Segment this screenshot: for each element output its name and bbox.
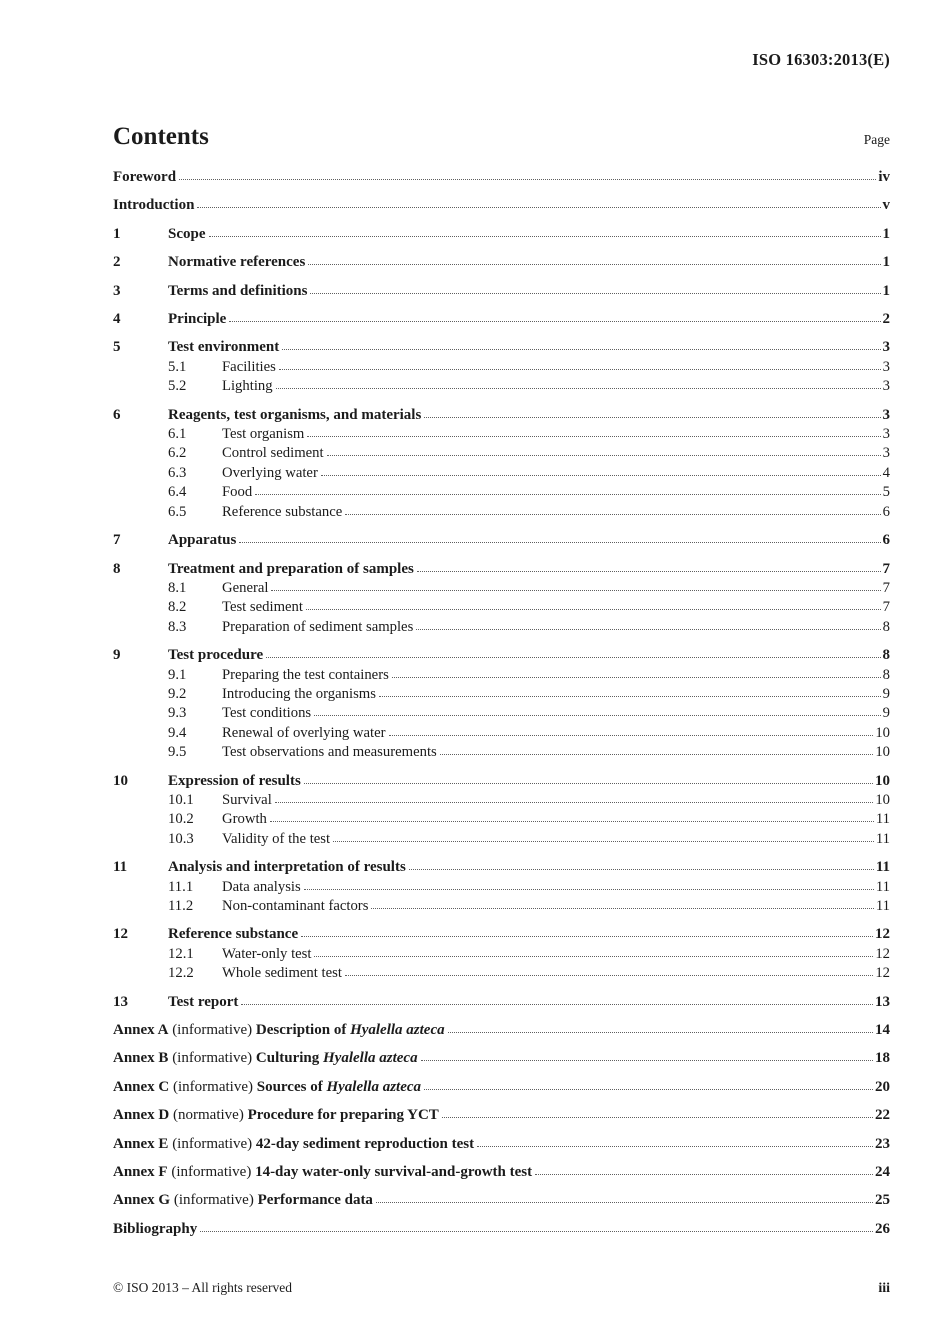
- toc-entry-label: Treatment and preparation of samples: [168, 560, 414, 577]
- toc-section-number: 2: [113, 254, 121, 271]
- dotted-leader: [279, 369, 881, 370]
- page-folio-number: iii: [878, 1281, 890, 1296]
- toc-entry-label: Facilities: [222, 358, 276, 375]
- toc-entry-label: Reference substance: [168, 926, 299, 943]
- toc-entry-label: Sources of: [256, 1078, 323, 1095]
- toc-page-number: 2: [882, 311, 890, 328]
- toc-entry-label: Reagents, test organisms, and materials: [168, 406, 422, 423]
- document-reference: ISO 16303:2013(E): [752, 50, 890, 69]
- toc-page-number: 1: [882, 225, 890, 242]
- toc-entry-subsection[interactable]: [113, 945, 890, 964]
- toc-subsection-number: 8.3: [168, 618, 187, 635]
- dotted-leader: [345, 514, 880, 515]
- toc-entry-annex[interactable]: [113, 1049, 890, 1068]
- toc-entry-section[interactable]: [113, 531, 890, 550]
- toc-entry-section[interactable]: [113, 925, 890, 944]
- toc-entry-label: Preparation of sediment samples: [222, 618, 414, 635]
- toc-section-number: 8: [113, 560, 121, 577]
- dotted-leader: [376, 1202, 873, 1203]
- toc-entry-subsection[interactable]: [113, 598, 890, 617]
- toc-entry-label: Performance data: [257, 1192, 373, 1209]
- toc-section-number: 1: [113, 225, 121, 242]
- dotted-leader: [306, 609, 881, 610]
- dotted-leader: [333, 841, 874, 842]
- dotted-leader: [301, 936, 873, 937]
- toc-entry-label: Procedure for preparing YCT: [247, 1107, 439, 1124]
- dotted-leader: [389, 735, 874, 736]
- toc-subsection-number: 9.5: [168, 744, 187, 761]
- toc-entry-section[interactable]: [113, 772, 890, 791]
- toc-page-number: 20: [875, 1078, 890, 1095]
- toc-page-number: 3: [882, 358, 890, 375]
- toc-entry-label: Foreword: [113, 169, 177, 185]
- toc-entry-label: Whole sediment test: [222, 965, 342, 982]
- toc-section-number: 11: [113, 859, 128, 876]
- toc-annex-qualifier: (informative): [173, 1078, 253, 1095]
- toc-entry-subsection[interactable]: [113, 810, 890, 829]
- toc-entry-annex[interactable]: [113, 1163, 890, 1182]
- toc-entry-label: Control sediment: [222, 445, 324, 462]
- toc-entry-label: 14-day water-only survival-and-growth test: [255, 1164, 533, 1181]
- toc-subsection-number: 6.3: [168, 464, 187, 481]
- toc-page-number: 4: [882, 464, 890, 481]
- toc-entry-section[interactable]: [113, 646, 890, 665]
- toc-entry-label-italic: Hyalella azteca: [323, 1050, 418, 1067]
- dotted-leader: [442, 1117, 873, 1118]
- dotted-leader: [321, 475, 881, 476]
- toc-page-number: 11: [875, 859, 890, 876]
- toc-annex-label: Annex D: [113, 1107, 170, 1124]
- toc-entry-label-italic: Hyalella azteca: [326, 1078, 422, 1095]
- toc-annex-label: Annex C: [113, 1078, 170, 1095]
- toc-page-number: 10: [875, 791, 890, 808]
- toc-section-number: 3: [113, 282, 121, 299]
- toc-annex-label: Annex B: [113, 1050, 169, 1067]
- toc-entry-front-matter[interactable]: [113, 168, 890, 187]
- toc-entry-subsection[interactable]: [113, 503, 890, 522]
- toc-page-number: 7: [882, 599, 890, 616]
- dotted-leader: [266, 657, 880, 658]
- dotted-leader: [179, 179, 876, 180]
- toc-entry-label: Test organism: [222, 426, 305, 443]
- toc-page-number: 1: [882, 254, 890, 271]
- toc-entry-subsection[interactable]: [113, 377, 890, 396]
- dotted-leader: [276, 388, 881, 389]
- dotted-leader: [200, 1231, 873, 1232]
- toc-entry-subsection[interactable]: [113, 444, 890, 463]
- toc-subsection-number: 8.2: [168, 599, 187, 616]
- toc-page-number: 11: [875, 811, 890, 828]
- toc-entry-subsection[interactable]: [113, 666, 890, 685]
- toc-page-number: 5: [882, 484, 890, 501]
- dotted-leader: [379, 696, 881, 697]
- toc-section-number: 6: [113, 406, 121, 423]
- toc-entry-label: Lighting: [222, 378, 273, 395]
- toc-page-number: 10: [875, 724, 890, 741]
- toc-subsection-number: 6.1: [168, 426, 187, 443]
- toc-page-number: 12: [875, 945, 890, 962]
- toc-page-number: 11: [875, 878, 890, 895]
- toc-page-number: 24: [875, 1164, 890, 1181]
- dotted-leader: [304, 783, 873, 784]
- toc-section-number: 4: [113, 311, 121, 328]
- toc-entry-label: Test procedure: [168, 647, 264, 664]
- toc-subsection-number: 12.2: [168, 965, 194, 982]
- dotted-leader: [270, 821, 874, 822]
- toc-entry-label: Validity of the test: [222, 830, 331, 847]
- dotted-leader: [371, 908, 873, 909]
- dotted-leader: [327, 455, 881, 456]
- toc-entry-subsection[interactable]: [113, 791, 890, 810]
- dotted-leader: [417, 571, 881, 572]
- toc-subsection-number: 10.3: [168, 830, 194, 847]
- dotted-leader: [239, 542, 880, 543]
- page-footer: [113, 1280, 890, 1297]
- dotted-leader: [392, 677, 881, 678]
- toc-entry-subsection[interactable]: [113, 743, 890, 762]
- toc-page-number: 3: [882, 378, 890, 395]
- dotted-leader: [448, 1032, 873, 1033]
- toc-entry-label: Description of: [255, 1022, 347, 1039]
- toc-entry-annex[interactable]: [113, 1106, 890, 1125]
- toc-subsection-number: 10.1: [168, 791, 194, 808]
- toc-entry-annex[interactable]: [113, 1135, 890, 1154]
- toc-page-number: 7: [882, 579, 890, 596]
- dotted-leader: [197, 207, 880, 208]
- toc-page-number: 1: [882, 282, 890, 299]
- toc-entry-section[interactable]: [113, 406, 890, 425]
- toc-page-number: 18: [875, 1050, 890, 1067]
- toc-subsection-number: 9.2: [168, 685, 187, 702]
- toc-entry-subsection[interactable]: [113, 897, 890, 916]
- toc-entry-section[interactable]: [113, 253, 890, 272]
- toc-subsection-number: 10.2: [168, 811, 194, 828]
- toc-entry-section[interactable]: [113, 282, 890, 301]
- toc-section-number: 9: [113, 647, 121, 664]
- toc-annex-label: Annex A: [113, 1022, 169, 1039]
- toc-page-number: 12: [875, 965, 890, 982]
- dotted-leader: [440, 754, 874, 755]
- dotted-leader: [282, 349, 880, 350]
- toc-subsection-number: 11.1: [168, 878, 194, 895]
- toc-section-number: 13: [113, 993, 128, 1010]
- toc-page-number: 7: [882, 560, 890, 577]
- toc-annex-qualifier: (normative): [173, 1107, 244, 1124]
- toc-page-number: 8: [882, 618, 890, 635]
- toc-annex-label: Annex E: [113, 1135, 169, 1152]
- toc-entry-label: Reference substance: [222, 503, 343, 520]
- toc-subsection-number: 12.1: [168, 945, 194, 962]
- toc-entry-label: Apparatus: [168, 532, 237, 549]
- dotted-leader: [409, 869, 874, 870]
- toc-annex-label: Annex G: [113, 1192, 171, 1209]
- toc-entry-annex[interactable]: [113, 1191, 890, 1210]
- toc-entry-section[interactable]: [113, 993, 890, 1012]
- dotted-leader: [255, 494, 880, 495]
- dotted-leader: [314, 956, 873, 957]
- toc-page-number: 23: [875, 1135, 890, 1152]
- dotted-leader: [304, 889, 874, 890]
- toc-entry-label-italic: Hyalella azteca: [350, 1022, 445, 1039]
- toc-entry-label: Bibliography: [113, 1220, 198, 1237]
- toc-page-number: 14: [875, 1022, 890, 1039]
- toc-page-number: 13: [875, 993, 890, 1010]
- toc-entry-section[interactable]: [113, 225, 890, 244]
- toc-entry-label: Renewal of overlying water: [222, 724, 386, 741]
- toc-subsection-number: 5.1: [168, 358, 187, 375]
- dotted-leader: [345, 975, 873, 976]
- toc-entry-label: Data analysis: [222, 878, 301, 895]
- toc-page-number: 22: [875, 1107, 890, 1124]
- dotted-leader: [307, 436, 880, 437]
- toc-body: [113, 168, 890, 1239]
- toc-page-number: 6: [882, 532, 890, 549]
- toc-entry-section[interactable]: [113, 560, 890, 579]
- toc-page-number: 11: [875, 898, 890, 914]
- toc-page-number: iv: [878, 169, 890, 185]
- toc-page-number: 3: [882, 445, 890, 462]
- toc-page-number: 10: [875, 772, 890, 789]
- toc-page-number: 10: [875, 744, 890, 761]
- contents-header: [113, 122, 890, 152]
- toc-section-number: 10: [113, 772, 128, 789]
- toc-entry-subsection[interactable]: [113, 483, 890, 502]
- toc-subsection-number: 5.2: [168, 378, 187, 395]
- toc-section-number: 7: [113, 532, 121, 549]
- toc-entry-label: Test sediment: [222, 599, 303, 616]
- toc-entry-subsection[interactable]: [113, 704, 890, 723]
- toc-entry-label: Test report: [168, 993, 239, 1010]
- toc-page-number: 6: [882, 503, 890, 520]
- toc-section-number: 12: [113, 926, 128, 943]
- toc-entry-label: General: [222, 579, 269, 596]
- dotted-leader: [421, 1060, 873, 1061]
- toc-subsection-number: 6.4: [168, 484, 187, 501]
- toc-entry-label: Test conditions: [222, 705, 312, 722]
- dotted-leader: [535, 1174, 873, 1175]
- toc-entry-subsection[interactable]: [113, 685, 890, 704]
- dotted-leader: [314, 715, 881, 716]
- toc-entry-bibliography[interactable]: [113, 1220, 890, 1239]
- toc-entry-label: Culturing: [255, 1050, 320, 1067]
- toc-entry-label: 42-day sediment reproduction test: [255, 1135, 475, 1152]
- dotted-leader: [310, 293, 880, 294]
- dotted-leader: [424, 1089, 873, 1090]
- toc-entry-label: Analysis and interpretation of results: [168, 859, 406, 876]
- toc-page-number: 11: [875, 830, 890, 847]
- toc-subsection-number: 6.2: [168, 445, 187, 462]
- toc-entry-label: Scope: [168, 225, 206, 242]
- dotted-leader: [416, 629, 880, 630]
- toc-entry-label: Principle: [168, 311, 227, 328]
- toc-page-number: 9: [882, 705, 890, 722]
- toc-page-number: 25: [875, 1192, 890, 1209]
- toc-entry-label: Introduction: [113, 197, 195, 214]
- toc-page-number: v: [882, 197, 890, 214]
- toc-page-number: 3: [882, 426, 890, 443]
- toc-entry-label: Introducing the organisms: [222, 685, 376, 702]
- toc-section-number: 5: [113, 339, 121, 356]
- page-column-label: Page: [863, 132, 890, 147]
- toc-entry-subsection[interactable]: [113, 878, 890, 897]
- toc-entry-subsection[interactable]: [113, 964, 890, 983]
- dotted-leader: [209, 236, 881, 237]
- toc-entry-label: Growth: [222, 811, 267, 828]
- toc-entry-front-matter[interactable]: [113, 196, 890, 215]
- toc-annex-qualifier: (informative): [172, 1135, 253, 1152]
- dotted-leader: [275, 802, 874, 803]
- toc-subsection-number: 11.2: [168, 898, 194, 914]
- toc-page-number: 8: [882, 647, 890, 664]
- page-title: Contents: [113, 123, 209, 150]
- toc-entry-label: Normative references: [168, 254, 306, 271]
- toc-entry-subsection[interactable]: [113, 425, 890, 444]
- toc-entry-subsection[interactable]: [113, 618, 890, 637]
- dotted-leader: [477, 1146, 873, 1147]
- toc-entry-section[interactable]: [113, 858, 890, 877]
- toc-entry-label: Non-contaminant factors: [222, 898, 369, 914]
- toc-subsection-number: 9.3: [168, 705, 187, 722]
- toc-annex-qualifier: (informative): [173, 1192, 254, 1209]
- toc-entry-subsection[interactable]: [113, 579, 890, 598]
- toc-subsection-number: 9.4: [168, 724, 187, 741]
- toc-entry-label: Overlying water: [222, 464, 318, 481]
- toc-page-number: 8: [882, 666, 890, 683]
- toc-subsection-number: 8.1: [168, 579, 187, 596]
- dotted-leader: [308, 264, 880, 265]
- toc-entry-label: Test observations and measurements: [222, 744, 437, 761]
- toc-entry-label: Terms and definitions: [168, 282, 308, 299]
- dotted-leader: [229, 321, 880, 322]
- toc-annex-qualifier: (informative): [172, 1022, 253, 1039]
- dotted-leader: [241, 1004, 873, 1005]
- toc-page-number: 3: [882, 339, 890, 356]
- toc-entry-section[interactable]: [113, 310, 890, 329]
- toc-annex-qualifier: (informative): [172, 1050, 253, 1067]
- toc-annex-qualifier: (informative): [171, 1164, 252, 1181]
- toc-entry-label: Preparing the test containers: [222, 666, 389, 683]
- toc-entry-subsection[interactable]: [113, 464, 890, 483]
- toc-annex-label: Annex F: [113, 1164, 168, 1181]
- dotted-leader: [424, 417, 880, 418]
- toc-entry-label: Survival: [222, 791, 272, 808]
- toc-entry-label: Expression of results: [168, 772, 301, 789]
- copyright-notice: © ISO 2013 – All rights reserved: [113, 1280, 292, 1295]
- toc-entry-annex[interactable]: [113, 1078, 890, 1097]
- toc-entry-subsection[interactable]: [113, 724, 890, 743]
- toc-page-number: 9: [882, 685, 890, 702]
- toc-entry-section[interactable]: [113, 338, 890, 357]
- dotted-leader: [271, 590, 880, 591]
- toc-page-number: 3: [882, 406, 890, 423]
- toc-entry-label: Test environment: [168, 339, 280, 356]
- toc-entry-subsection[interactable]: [113, 830, 890, 849]
- toc-page-number: 12: [875, 926, 890, 943]
- toc-subsection-number: 6.5: [168, 503, 187, 520]
- toc-page-number: 26: [875, 1220, 890, 1237]
- toc-entry-subsection[interactable]: [113, 358, 890, 377]
- toc-subsection-number: 9.1: [168, 666, 187, 683]
- toc-entry-label: Water-only test: [222, 945, 312, 962]
- toc-entry-annex[interactable]: [113, 1021, 890, 1040]
- toc-entry-label: Food: [222, 484, 253, 501]
